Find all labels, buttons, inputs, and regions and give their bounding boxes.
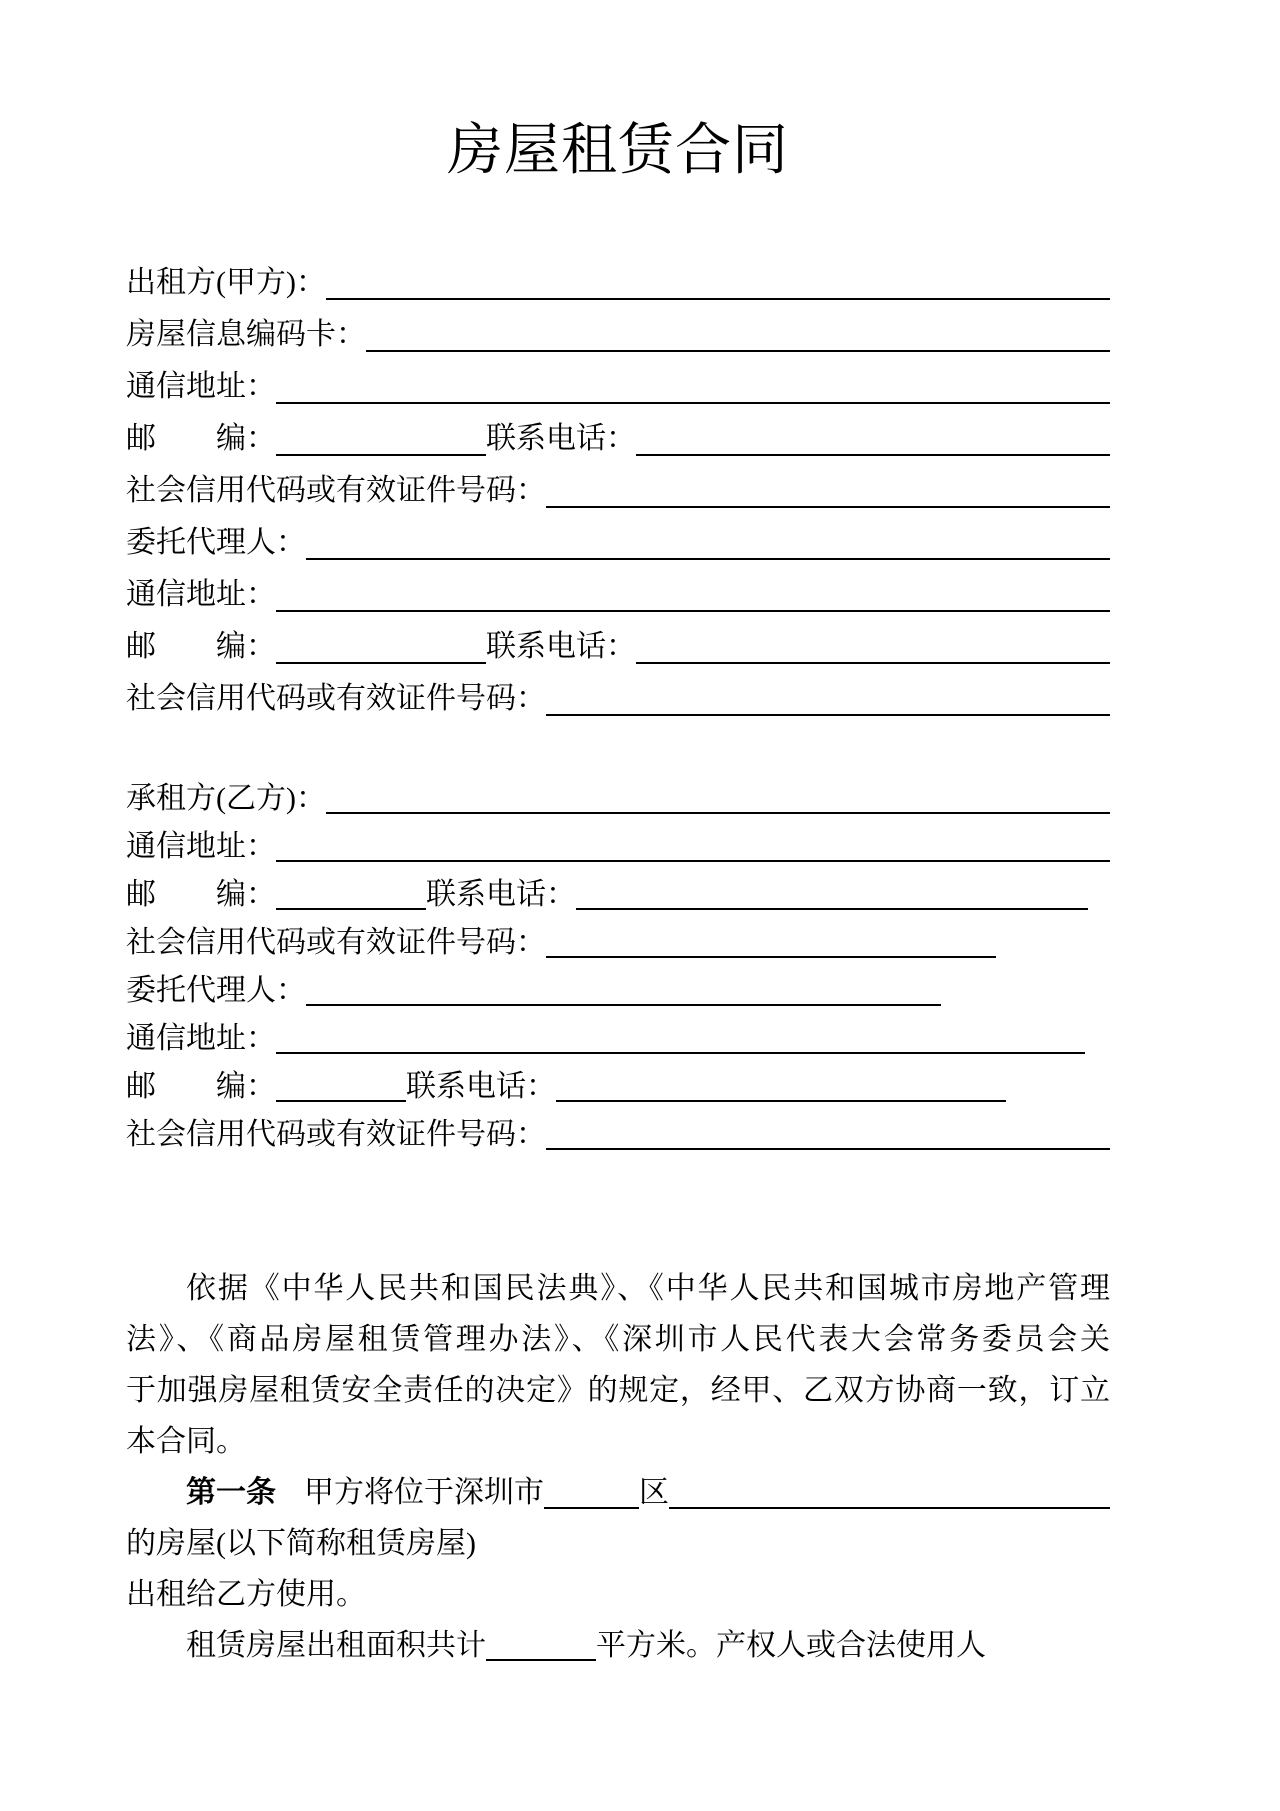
postcode-label: 邮 编：: [126, 630, 276, 664]
lessor-blank-field[interactable]: [326, 257, 1110, 300]
phone-label: 联系电话：: [406, 1070, 556, 1104]
lessee-agent-postcode-blank-field[interactable]: [276, 1063, 406, 1102]
article-1-number: 第一条: [186, 1476, 276, 1510]
credit-code-row: [126, 465, 1110, 517]
credit-code-label: 社会信用代码或有效证件号码：: [126, 926, 546, 960]
lessor-label: 出租方(甲方)：: [126, 266, 326, 300]
credit-code-label: 社会信用代码或有效证件号码：: [126, 1118, 546, 1152]
phone-label: 联系电话：: [486, 422, 636, 456]
page-title: 房屋租赁合同: [447, 120, 789, 182]
article-1-location-line: [126, 1467, 1110, 1518]
agent-postcode-blank-field[interactable]: [276, 621, 486, 664]
article-1-section: [126, 1467, 1110, 1671]
postcode-label: 邮 编：: [126, 1070, 276, 1104]
lessee-address-blank-field[interactable]: [276, 823, 1110, 862]
legal-paragraph-line: 法》、《商品房屋租赁管理办法》、《深圳市人民代表大会常务委员会关: [126, 1323, 1110, 1357]
party-b-section: [126, 775, 1110, 1159]
article-1-area-line: [126, 1620, 1110, 1671]
credit-code-label: 社会信用代码或有效证件号码：: [126, 474, 546, 508]
postcode-label: 邮 编：: [126, 422, 276, 456]
location-blank-field[interactable]: [669, 1467, 1110, 1509]
phone-label: 联系电话：: [486, 630, 636, 664]
lessee-postcode-phone-row: [126, 871, 1110, 919]
lessee-blank-field[interactable]: [326, 775, 1110, 814]
postcode-label: 邮 编：: [126, 878, 276, 912]
district-suffix-label: 区: [639, 1476, 669, 1510]
lessee-credit-code-row: [126, 919, 1110, 967]
postcode-phone-row: [126, 413, 1110, 465]
district-blank-field[interactable]: [544, 1467, 639, 1509]
area-suffix: 平方米。产权人或合法使用人: [596, 1629, 986, 1663]
agent-credit-code-row: [126, 673, 1110, 725]
info-card-blank-field[interactable]: [366, 309, 1110, 352]
address-label: 通信地址：: [126, 830, 276, 864]
lessee-label: 承租方(乙方)：: [126, 782, 326, 816]
credit-code-label: 社会信用代码或有效证件号码：: [126, 682, 546, 716]
lessee-agent-phone-blank-field[interactable]: [556, 1063, 1006, 1102]
agent-postcode-phone-row: [126, 621, 1110, 673]
lessee-agent-address-row: [126, 1015, 1110, 1063]
lessee-row: [126, 775, 1110, 823]
address-label: 通信地址：: [126, 370, 276, 404]
lessee-address-row: [126, 823, 1110, 871]
phone-blank-field[interactable]: [636, 413, 1110, 456]
legal-paragraph-line: 依据《中华人民共和国民法典》、《中华人民共和国城市房地产管理: [186, 1272, 1110, 1306]
lessee-agent-credit-code-row: [126, 1111, 1110, 1159]
lessee-agent-row: [126, 967, 1110, 1015]
area-blank-field[interactable]: [486, 1659, 596, 1661]
agent-credit-code-blank-field[interactable]: [546, 673, 1110, 716]
lessor-row: [126, 257, 1110, 309]
legal-paragraph-line: 本合同。: [126, 1425, 246, 1459]
article-1-line3: 出租给乙方使用。: [126, 1578, 366, 1612]
legal-paragraph-line: 于加强房屋租赁安全责任的决定》的规定，经甲、乙双方协商一致，订立: [126, 1374, 1110, 1408]
article-1-intro: 甲方将位于深圳市: [304, 1476, 544, 1510]
legal-basis-paragraph: [126, 1263, 1110, 1467]
lessee-credit-code-blank-field[interactable]: [546, 919, 996, 958]
agent-label: 委托代理人：: [126, 974, 306, 1008]
info-card-label: 房屋信息编码卡：: [126, 318, 366, 352]
agent-phone-blank-field[interactable]: [636, 621, 1110, 664]
lessee-postcode-blank-field[interactable]: [276, 871, 426, 910]
address-label: 通信地址：: [126, 578, 276, 612]
info-card-row: [126, 309, 1110, 361]
lessee-agent-credit-code-blank-field[interactable]: [546, 1111, 1110, 1150]
postcode-blank-field[interactable]: [276, 413, 486, 456]
article-1-line2: 的房屋(以下简称租赁房屋): [126, 1527, 476, 1561]
lessee-phone-blank-field[interactable]: [576, 871, 1088, 910]
phone-label: 联系电话：: [426, 878, 576, 912]
party-a-section: [126, 257, 1110, 725]
agent-address-blank-field[interactable]: [276, 569, 1110, 612]
lessee-agent-address-blank-field[interactable]: [276, 1015, 1085, 1054]
agent-blank-field[interactable]: [306, 517, 1110, 560]
agent-label: 委托代理人：: [126, 526, 306, 560]
lessee-agent-blank-field[interactable]: [306, 967, 941, 1006]
agent-address-row: [126, 569, 1110, 621]
area-prefix: 租赁房屋出租面积共计: [186, 1629, 486, 1663]
credit-code-blank-field[interactable]: [546, 465, 1110, 508]
address-blank-field[interactable]: [276, 361, 1110, 404]
address-label: 通信地址：: [126, 1022, 276, 1056]
lessee-agent-postcode-phone-row: [126, 1063, 1110, 1111]
address-row: [126, 361, 1110, 413]
agent-row: [126, 517, 1110, 569]
